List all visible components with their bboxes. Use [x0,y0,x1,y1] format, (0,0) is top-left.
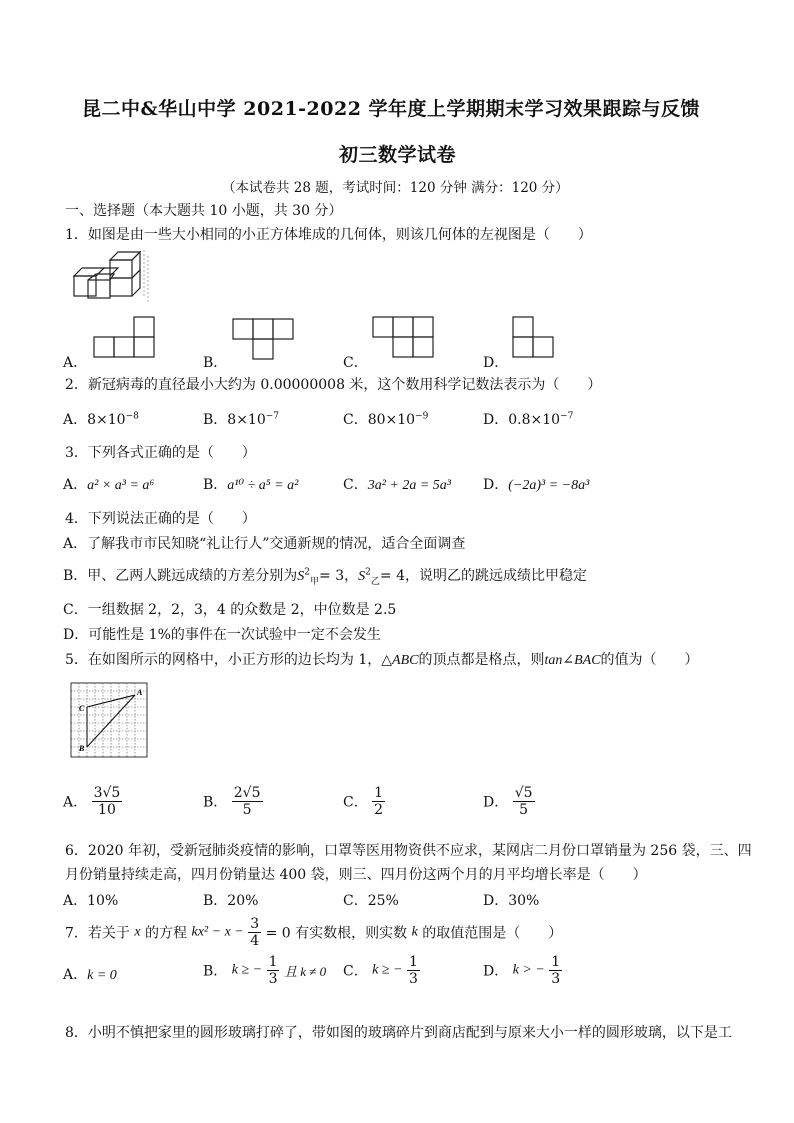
q5-option-d-den: 5 [519,802,529,819]
question-6-line-2: 月份销量持续走高，四月份销量达 400 袋，则三、四月份这两个月的月平均增长率是（ ） [65,867,647,883]
q7-eq-post: = 0 有实数根，则实数 [265,925,408,942]
q2-option-a-label: A． [63,412,88,428]
q5-stem-post: 的值为（ ） [600,652,699,668]
q6-option-b[interactable] [203,890,258,910]
q7-option-b-label: B． [203,963,228,980]
q4-option-b-sub1: 甲 [310,576,320,587]
q5-option-b-fraction [232,785,263,818]
q7-option-b-num: 1 [268,954,278,970]
q5-option-d-num: √5 [514,785,533,801]
q6-option-a-label: A． [63,893,88,909]
q7-option-a-label: A． [63,967,88,983]
q4-option-b-s1: S [297,569,305,584]
q5-stem-mid: 的顶点都是格点，则 [418,652,545,668]
q6-option-c-text: 25% [367,893,399,909]
q5-point-c: C [79,704,85,713]
q7-equation-fraction [248,916,261,949]
q7-option-d-den: 3 [551,971,561,988]
q4-option-b-s2: S [358,569,366,584]
q1-option-d-figure [513,316,555,358]
exam-subtitle: 初三数学试卷 [339,144,457,166]
q5-option-c-label: C． [343,794,368,811]
q7-option-d-num: 1 [551,954,561,970]
section-heading: 一、选择题（本大题共 10 小题，共 30 分） [65,203,343,219]
question-5-stem [65,649,699,669]
q7-option-a-text: k = 0 [87,968,117,983]
q5-point-b: B [79,744,85,753]
q1-option-a-figure [94,316,156,358]
q2-option-d-label: D． [483,412,509,428]
q7-stem-post: 的取值范围是（ ） [422,925,563,942]
q4-option-a[interactable]: A．了解我市市民知晓“礼让行人”交通新规的情况，适合全面调查 [63,536,466,552]
q5-option-d-label: D． [483,794,509,811]
question-8-stem: 8．小明不慎把家里的圆形玻璃打碎了，带如图的玻璃碎片到商店配到与原来大小一样的圆形玻璃，以下是工 [65,1025,732,1041]
q1-option-b-label[interactable]: B． [203,355,228,371]
q2-option-c-label: C． [343,412,368,428]
q6-option-b-text: 20% [227,893,259,909]
q6-option-c[interactable] [343,890,399,910]
q5-option-b[interactable] [203,785,263,818]
exam-info: （本试卷共 28 题，考试时间：120 分钟 满分：120 分） [222,180,569,196]
q5-stem-tan: tan∠BAC [544,653,601,668]
q7-option-c[interactable] [343,954,420,987]
q3-option-a[interactable] [63,474,154,494]
q2-option-d-text: 0.8×10 [508,412,561,428]
q5-grid-figure [71,683,149,759]
question-2-stem: 2．新冠病毒的直径最小大约为 0.00000008 米，这个数用科学记数法表示为（ ） [65,377,602,393]
q1-option-b-figure [233,318,295,360]
q7-option-c-fraction [407,954,420,987]
q6-option-a-text: 10% [87,893,119,909]
q1-option-c-label[interactable]: C． [343,355,368,371]
q7-stem-k: k [411,924,418,940]
q2-option-a-exp: −8 [125,411,139,422]
q3-option-d-label: D． [483,477,509,493]
q3-option-a-text: a² × a³ = a⁶ [87,478,155,493]
q5-option-d[interactable] [483,785,535,818]
q2-option-d[interactable] [483,409,573,429]
q5-stem-pre: 5．在如图所示的网格中，小正方形的边长均为 1， [65,652,382,668]
q3-option-d-text: (−2a)³ = −8a³ [508,478,590,493]
q7-option-c-den: 3 [408,971,418,988]
q2-option-c[interactable] [343,409,428,429]
q4-option-b-post: = 4，说明乙的跳远成绩比甲稳定 [379,568,587,584]
question-1-stem: 1．如图是由一些大小相同的小正方体堆成的几何体，则该几何体的左视图是（ ） [65,227,592,243]
q7-option-c-num: 1 [408,954,418,970]
q7-eq-den: 4 [250,933,260,950]
q7-equation: kx² − x − [191,924,244,940]
q7-option-d-label: D． [483,963,509,980]
q6-option-c-label: C． [343,893,368,909]
q7-option-b-post: 且 k ≠ 0 [283,964,327,980]
q5-option-b-label: B． [203,794,228,811]
q6-option-d[interactable] [483,890,539,910]
q1-solid-figure [70,248,152,304]
q5-option-a-fraction [92,785,123,818]
q5-option-b-den: 5 [242,802,252,819]
q5-option-c-den: 2 [374,802,384,819]
q5-point-a: A [137,688,143,697]
q1-option-d-label[interactable]: D． [483,355,509,371]
q2-option-a-text: 8×10 [87,412,126,428]
q5-option-c-fraction [372,785,385,818]
q2-option-b[interactable] [203,409,279,429]
q5-option-a-den: 10 [98,802,116,819]
q3-option-b-text: a¹⁰ ÷ a⁵ = a² [227,478,299,493]
q6-option-d-label: D． [483,893,509,909]
q3-option-c-label: C． [343,477,368,493]
q6-option-b-label: B． [203,893,228,909]
q5-option-b-num: 2√5 [233,785,261,801]
question-4-stem: 4．下列说法正确的是（ ） [65,511,256,527]
q5-option-c[interactable] [343,785,385,818]
q7-stem-mid: 的方程 [145,925,188,942]
q7-option-b-den: 3 [268,971,278,988]
q3-option-c-text: 3a² + 2a = 5a³ [367,478,452,493]
question-7-stem [65,916,562,949]
q5-option-c-num: 1 [374,785,384,801]
q5-option-d-fraction [513,785,535,818]
q4-option-d[interactable]: D．可能性是 1%的事件在一次试验中一定不会发生 [63,627,381,643]
q4-option-b-pre: B．甲、乙两人跳远成绩的方差分别为 [63,568,298,584]
q6-option-d-text: 30% [508,893,540,909]
q7-stem-x: x [134,924,141,940]
q1-option-c-figure [373,316,435,358]
q7-option-b[interactable] [203,954,326,987]
q5-option-a-num: 3√5 [93,785,121,801]
q4-option-b-mid: = 3， [319,568,359,584]
q7-option-a[interactable] [63,964,117,984]
q7-option-d[interactable] [483,954,562,987]
q3-option-b[interactable] [203,474,298,494]
q2-option-c-exp: −9 [415,411,429,422]
q5-option-a[interactable] [63,785,122,818]
q5-option-a-label: A． [63,794,88,811]
q1-option-a-label[interactable]: A． [63,355,88,371]
question-3-stem: 3．下列各式正确的是（ ） [65,445,256,461]
q6-option-a[interactable] [63,890,118,910]
q7-option-c-label: C． [343,963,368,980]
q4-option-b-sub2: 乙 [370,576,380,587]
q2-option-a[interactable] [63,409,139,429]
q3-option-a-label: A． [63,477,88,493]
q2-option-b-text: 8×10 [227,412,266,428]
q4-option-c[interactable]: C．一组数据 2，2，3，4 的众数是 2，中位数是 2.5 [63,602,397,618]
question-6-line-1: 6．2020 年初，受新冠肺炎疫情的影响，口罩等医用物资供不应求，某网店二月份口罩销量为 256 袋，三、四 [65,843,752,859]
q7-eq-num: 3 [250,916,260,932]
q7-option-d-fraction [549,954,562,987]
q7-option-d-pre: k > − [512,962,545,978]
q7-stem-pre: 7．若关于 [65,925,130,942]
q7-option-c-pre: k ≥ − [372,962,403,978]
q3-option-b-label: B． [203,477,228,493]
exam-title: 昆二中&华山中学 2021-2022 学年度上学期期末学习效果跟踪与反馈 [82,98,701,120]
q7-option-b-fraction [267,954,280,987]
q4-option-b[interactable]: B．甲、乙两人跳远成绩的方差分别为$S^2_甲= 3$，$S^2_乙= 4$，说明乙的跳远成绩比甲稳定 [63,567,587,587]
q7-option-b-pre: k ≥ − [231,962,263,978]
q5-stem-tri: △ABC [381,653,419,668]
q2-option-d-exp: −7 [560,411,574,422]
q3-option-d[interactable] [483,474,589,494]
q2-option-b-label: B． [203,412,228,428]
q2-option-c-text: 80×10 [367,412,416,428]
q3-option-c[interactable] [343,474,451,494]
q2-option-b-exp: −7 [265,411,280,422]
